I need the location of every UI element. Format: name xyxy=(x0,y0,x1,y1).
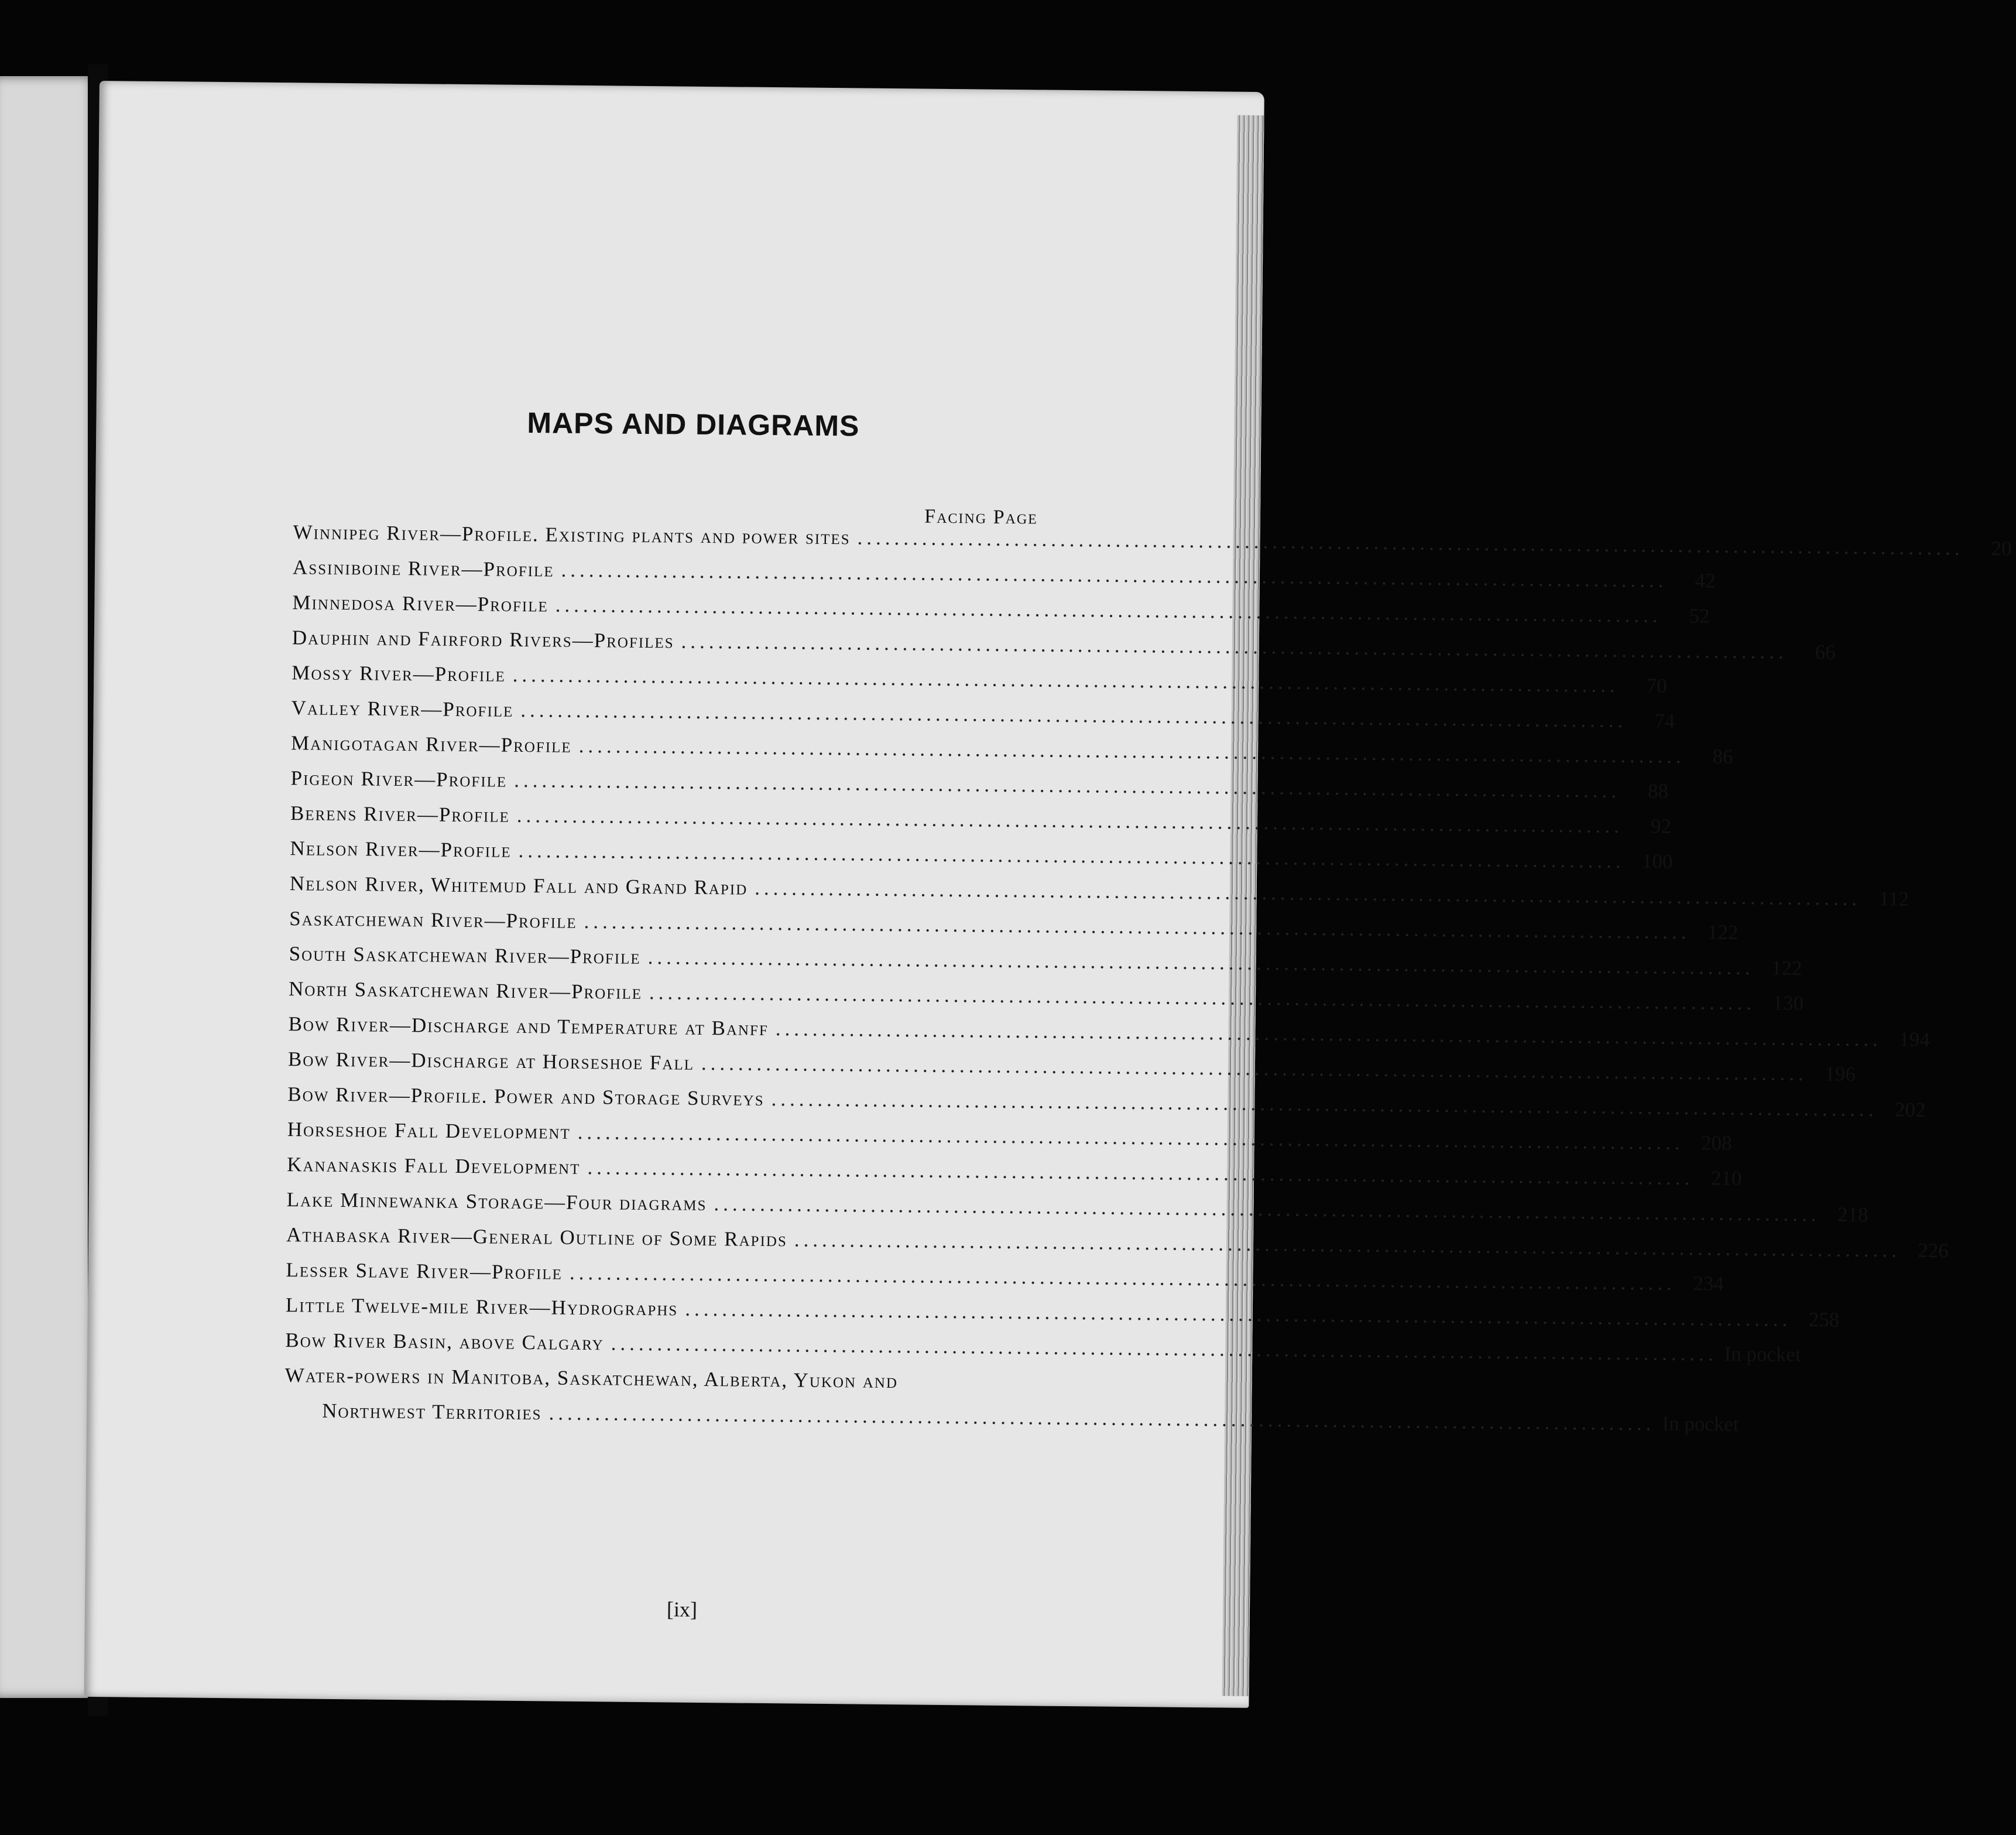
entry-label: Horseshoe Fall Development xyxy=(287,1118,571,1144)
entry-label: Bow River—Profile. Power and Storage Surveys xyxy=(287,1083,764,1110)
entry-label: Lake Minnewanka Storage—Four diagrams xyxy=(286,1188,707,1216)
entry-page: 52 xyxy=(1689,604,1710,628)
entry-label: Northwest Territories xyxy=(322,1399,542,1425)
entry-label: Bow River Basin, above Calgary xyxy=(285,1329,604,1355)
entry-page: 74 xyxy=(1654,709,1675,732)
page-folio: [ix] xyxy=(666,1597,698,1621)
page-title: MAPS AND DIAGRAMS xyxy=(527,406,860,443)
entry-page: 70 xyxy=(1646,674,1667,697)
dot-leader: ........................................................................................................................ xyxy=(584,910,1691,944)
dot-leader: ........................................................................................................................ xyxy=(587,1156,1694,1190)
entry-page: 234 xyxy=(1693,1272,1724,1295)
entry-page: 218 xyxy=(1837,1203,1868,1227)
entry-page: 92 xyxy=(1650,814,1671,838)
dot-leader: ........................................................................................................................ xyxy=(561,558,1668,592)
dot-leader: ........................................................................................................................ xyxy=(649,981,1756,1015)
entry-page: 210 xyxy=(1710,1166,1742,1190)
dot-leader: ........................................................................................................................ xyxy=(520,698,1627,732)
entry-page: 122 xyxy=(1771,956,1802,980)
entry-page: 226 xyxy=(1918,1238,1949,1262)
book-page xyxy=(84,81,2012,1708)
dot-leader: ........................................................................................................................ xyxy=(611,1331,1717,1365)
entry-label: Athabaska River—General Outline of Some Rapids xyxy=(286,1223,788,1251)
entry-label: South Saskatchewan River—Profile xyxy=(289,942,641,968)
entry-label: Manigotagan River—Profile xyxy=(290,731,572,757)
dot-leader: ........................................................................................................................ xyxy=(516,803,1623,838)
entry-label: Winnipeg River—Profile. Existing plants and power sites xyxy=(293,521,851,549)
dot-leader: ........................................................................................................................ xyxy=(857,526,1964,560)
dot-leader: ........................................................................................................................ xyxy=(701,1051,1808,1086)
dot-leader: ........................................................................................................................ xyxy=(685,1297,1792,1331)
entry-label: Little Twelve-mile River—Hydrographs xyxy=(285,1293,678,1320)
entry-page: 196 xyxy=(1825,1062,1856,1086)
dot-leader: ........................................................................................................................ xyxy=(771,1087,1878,1121)
entry-page: In pocket xyxy=(1724,1342,1801,1367)
dot-leader: ........................................................................................................................ xyxy=(518,838,1625,873)
entry-page: 66 xyxy=(1815,641,1836,664)
entry-label: Nelson River—Profile xyxy=(290,837,512,862)
entry-page: 88 xyxy=(1647,779,1669,803)
left-page-edge xyxy=(0,76,98,1698)
entry-label: Nelson River, Whitemud Fall and Grand Rapid xyxy=(289,872,748,899)
entry-label: Mossy River—Profile xyxy=(292,661,506,686)
dot-leader: ........................................................................................................................ xyxy=(714,1192,1820,1226)
entry-label: Kananaskis Fall Development xyxy=(287,1153,581,1179)
dot-leader: ........................................................................................................................ xyxy=(681,629,1788,663)
list-item xyxy=(284,1393,1739,1436)
dot-leader: ........................................................................................................................ xyxy=(775,1017,1882,1051)
entry-label: Dauphin and Fairford Rivers—Profiles xyxy=(292,626,674,653)
entry-page: 208 xyxy=(1700,1131,1732,1155)
entry-page: 112 xyxy=(1878,887,1909,910)
entry-page: 122 xyxy=(1707,920,1739,944)
dot-leader: ........................................................................................................................ xyxy=(548,1401,1655,1435)
dot-leader: ........................................................................................................................ xyxy=(755,876,1861,910)
entry-label: Bow River—Discharge at Horseshoe Fall xyxy=(287,1047,695,1074)
entry-label: North Saskatchewan River—Profile xyxy=(288,977,643,1004)
entry-page: 86 xyxy=(1712,745,1733,768)
dot-leader: ........................................................................................................................ xyxy=(647,946,1754,980)
entry-label: Assiniboine River—Profile xyxy=(292,556,554,581)
entry-page: 20 xyxy=(1991,537,2012,560)
entry-label: Berens River—Profile xyxy=(290,802,510,827)
entry-label: Lesser Slave River—Profile xyxy=(286,1258,563,1284)
dot-leader: ........................................................................................................................ xyxy=(578,734,1685,768)
entry-label: Saskatchewan River—Profile xyxy=(289,907,577,933)
maps-list xyxy=(284,515,2012,1436)
entry-label: Water-powers in Manitoba, Saskatchewan, Alberta, Yukon and xyxy=(284,1364,899,1393)
entry-label: Valley River—Profile xyxy=(291,696,514,721)
entry-page: 100 xyxy=(1641,850,1673,873)
entry-label: Minnedosa River—Profile xyxy=(292,591,548,617)
entry-page: 258 xyxy=(1808,1308,1840,1331)
entry-page: 194 xyxy=(1899,1028,1930,1052)
facing-page-header: Facing Page xyxy=(924,505,1038,529)
dot-leader: ........................................................................................................................ xyxy=(794,1228,1901,1262)
dot-leader: ........................................................................................................................ xyxy=(512,663,1619,697)
dot-leader: ........................................................................................................................ xyxy=(513,768,1621,802)
entry-label: Pigeon River—Profile xyxy=(290,766,508,792)
entry-page: In pocket xyxy=(1662,1412,1739,1436)
dot-leader: ........................................................................................................................ xyxy=(569,1261,1676,1295)
entry-page: 130 xyxy=(1772,991,1804,1015)
entry-page: 202 xyxy=(1894,1098,1926,1122)
entry-label: Bow River—Discharge and Temperature at Banff xyxy=(288,1012,769,1040)
dot-leader: ........................................................................................................................ xyxy=(555,593,1662,627)
entry-page: 42 xyxy=(1695,569,1716,593)
dot-leader: ........................................................................................................................ xyxy=(577,1120,1684,1155)
